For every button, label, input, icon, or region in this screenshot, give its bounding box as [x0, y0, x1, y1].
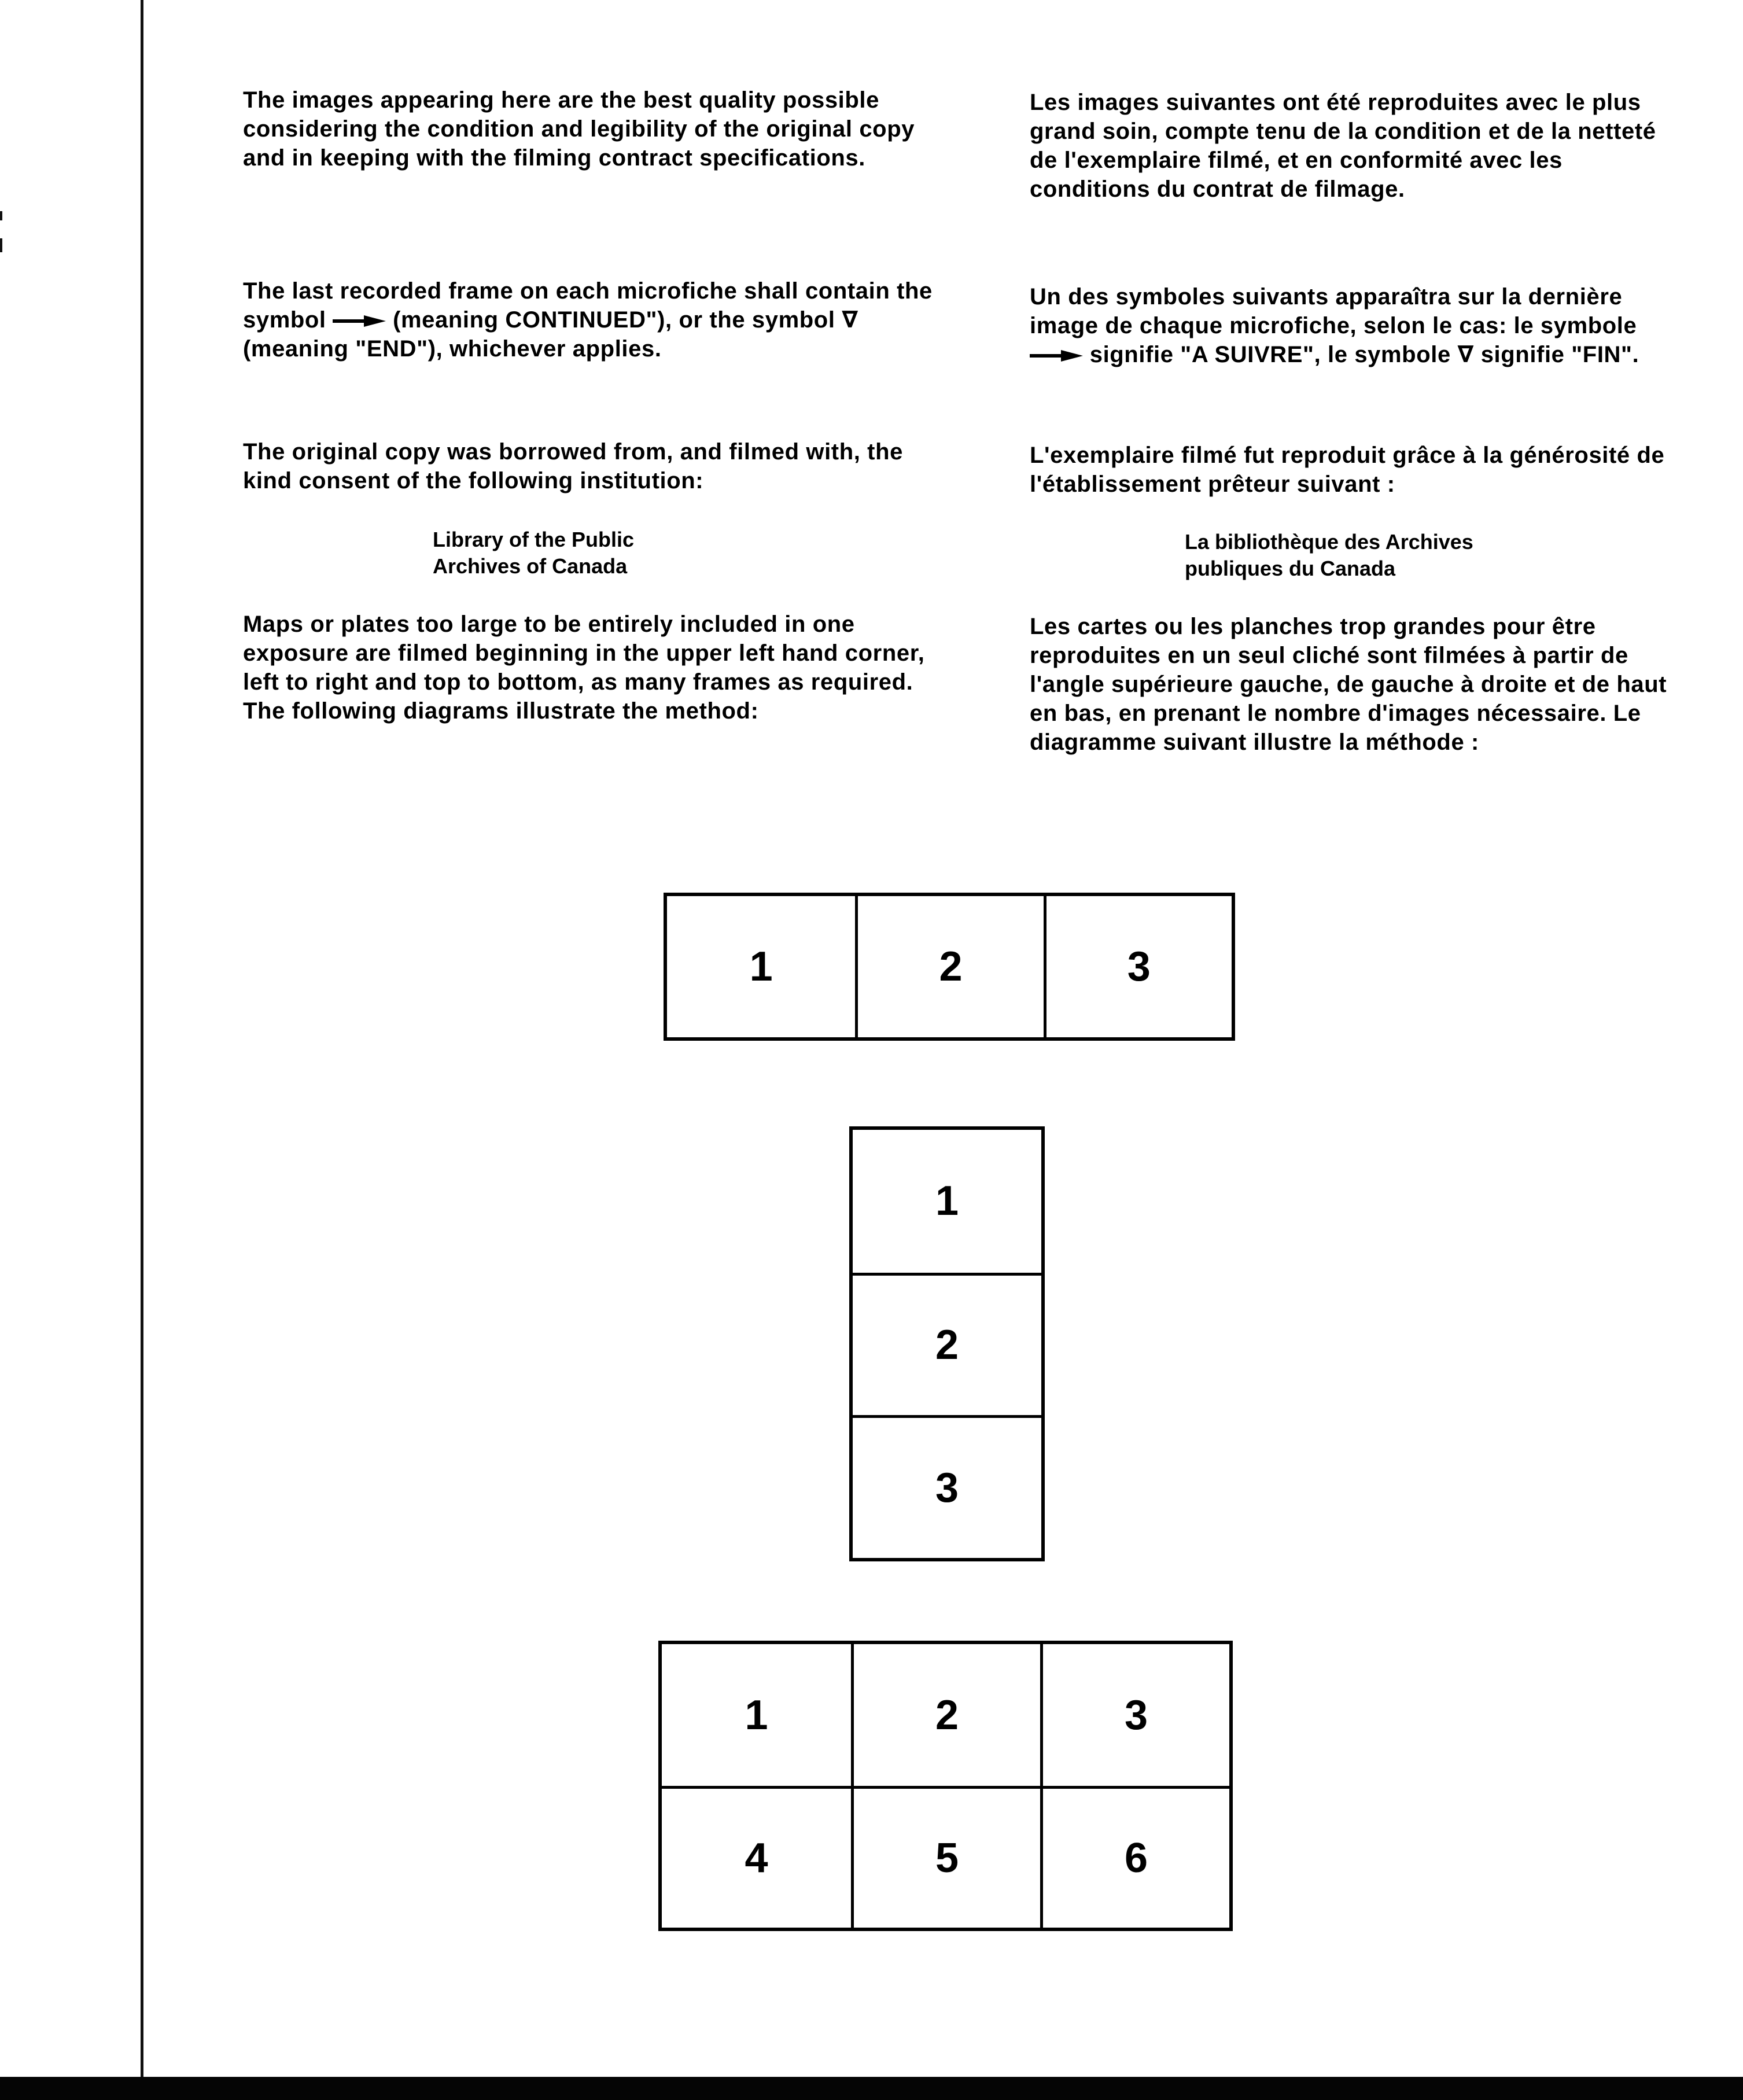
french-symbols-text-b: signifie "A SUIVRE", le symbole ∇ signifie "FIN". — [1089, 342, 1639, 367]
english-borrowed-paragraph: The original copy was borrowed from, and filmed with, the kind consent of the following institution: — [243, 439, 903, 493]
frame-cell: 2 — [855, 896, 1043, 1037]
english-institution-line1: Library of the Public — [433, 528, 635, 551]
english-quality-paragraph: The images appearing here are the best quality possible considering the condition and legibility of the original copy and in keeping with the filming contract specifications. — [243, 87, 915, 171]
arrow-right-icon — [1030, 350, 1083, 362]
arrow-right-icon — [333, 315, 386, 327]
diagram-block-grid — [658, 1641, 1233, 1931]
english-maps-paragraph: Maps or plates too large to be entirely included in one exposure are filmed beginning in the upper left hand corner, left to right and top to bottom, as many frames as required. The following diagrams illustrate the method: — [243, 611, 925, 724]
english-institution-line2: Archives of Canada — [433, 554, 628, 578]
french-symbols-paragraph — [1030, 282, 1678, 369]
film-edge-line — [141, 0, 143, 2077]
french-symbols-text-a: Un des symboles suivants apparaîtra sur la dernière image de chaque microfiche, selon le cas: le symbole — [1030, 284, 1637, 338]
frame-cell: 1 — [749, 944, 773, 990]
french-quality-paragraph: Les images suivantes ont été reproduites avec le plus grand soin, compte tenu de la condition et de la netteté de l'exemplaire filmé, et en conformité avec les conditions du contrat de filmage. — [1030, 90, 1656, 202]
english-symbols-text-b: (meaning CONTINUED"), or the symbol ∇ (meaning "END"), whichever applies. — [243, 307, 858, 362]
film-bottom-bar — [0, 2077, 1743, 2100]
frame-cell: 3 — [1044, 896, 1232, 1037]
edge-mark — [0, 238, 2, 252]
french-institution-line2: publiques du Canada — [1185, 557, 1396, 580]
frame-cell: 3 — [1040, 1644, 1229, 1786]
frame-cell: 6 — [1040, 1786, 1229, 1928]
english-symbols-paragraph — [243, 277, 937, 363]
french-borrowed-paragraph: L'exemplaire filmé fut reproduit grâce à la générosité de l'établissement prêteur suivant : — [1030, 443, 1665, 497]
frame-cell: 5 — [851, 1786, 1040, 1928]
frame-cell: 1 — [935, 1178, 959, 1225]
frame-cell: 2 — [851, 1644, 1040, 1786]
french-institution-line1: La bibliothèque des Archives — [1185, 530, 1473, 554]
frame-cell: 4 — [662, 1786, 851, 1928]
english-symbols-text-a: The last recorded frame on each microfiche shall contain the symbol — [243, 278, 933, 333]
french-maps-paragraph: Les cartes ou les planches trop grandes pour être reproduites en un seul cliché sont filmées à partir de l'angle supérieure gauche, de gauche à droite et de haut en bas, en prenant le nombre d'images nécessaire. Le diagramme suivant illustre la méthode : — [1030, 614, 1667, 755]
frame-cell: 3 — [853, 1415, 1041, 1558]
diagram-horizontal-strip — [664, 893, 1235, 1041]
frame-cell: 2 — [853, 1273, 1041, 1416]
frame-cell: 1 — [745, 1692, 768, 1738]
diagram-vertical-strip — [849, 1126, 1045, 1561]
edge-mark — [0, 211, 2, 220]
